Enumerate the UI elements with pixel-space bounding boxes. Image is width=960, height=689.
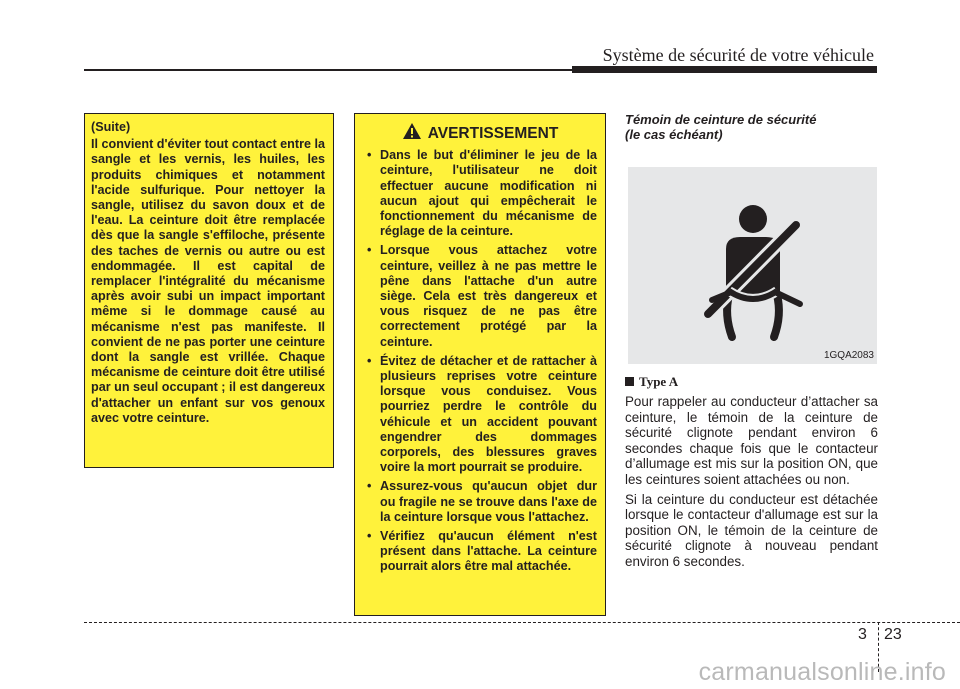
- subtitle-line-2: (le cas échéant): [625, 127, 723, 142]
- seatbelt-indicator-figure: [628, 167, 877, 364]
- warning-item: • Évitez de détacher et de rattacher à plusieurs reprises votre ceinture lorsque vous conduisez. Vous pourriez perdre le contrôle du véhicule et un accident pouvant engendrer des dommages corporels, des blessures graves voire la mort pourrait se produire.: [363, 354, 597, 476]
- warning-item: • Assurez-vous qu'aucun objet dur ou fragile ne se trouve dans l'axe de la ceinture lorsque vous l'attachez.: [363, 479, 597, 525]
- page-number: 23: [884, 626, 902, 643]
- watermark: carmanualsonline.info: [698, 658, 946, 686]
- chapter-number: 3: [858, 626, 867, 643]
- type-label-text: Type A: [639, 374, 679, 389]
- warning-item: • Dans le but d'éliminer le jeu de la ceinture, l'utilisateur ne doit effectuer aucune modification ni aucun ajout qui empêcherait le fonctionnement du mécanisme de réglage de la ceinture.: [363, 148, 597, 239]
- figure-code: 1GQA2083: [823, 350, 874, 361]
- warning-box: [354, 113, 606, 616]
- warning-triangle-icon: [402, 122, 428, 144]
- section-subtitle: [625, 112, 878, 142]
- type-label: [625, 374, 878, 390]
- warning-title: AVERTISSEMENT: [427, 124, 559, 142]
- page-header-title: Système de sécurité de votre véhicule: [602, 45, 874, 65]
- paragraph-2: Si la ceinture du conducteur est détachée lorsque le contacteur d'allumage est sur la position ON, le témoin de la ceinture de sécurité clignote à nouveau pendant environ 6 secondes.: [625, 491, 878, 569]
- header-rule-accent: [572, 66, 877, 73]
- warning-list: [363, 148, 597, 574]
- warning-item: • Lorsque vous attachez votre ceinture, veillez à ne pas mettre le pêne dans l'attache d'un autre siège. Cela est très dangereux et vous risquez de ne pas être correctement protégé par la ceinture.: [363, 243, 597, 349]
- seatbelt-indicator-section: [625, 112, 878, 570]
- warning-item: • Vérifiez qu'aucun élément n'est présent dans l'attache. La ceinture pourrait alors être mal attachée.: [363, 529, 597, 575]
- warning-header: [363, 122, 597, 144]
- suite-caution-box: [84, 113, 334, 468]
- suite-text: Il convient d'éviter tout contact entre la sangle et les vernis, les huiles, les produits chimiques et notamment l'acide sulfurique. Pour nettoyer la sangle, utilisez du savon doux et de l'eau. La ceinture doit être remplacée dès que la sangle s'effiloche, présente des taches de vernis ou autre ou est endommagée. Il est capital de remplacer l'intégralité du mécanisme après avoir subi un impact important même si le dommage causé au mécanisme n'est pas manifeste. Il convient de ne pas porter une ceinture dont la sangle est vrillée. Chaque mécanisme de ceinture doit être utilisé par un seul occupant ; il est dangereux d'attacher un enfant sur vos genoux avec votre ceinture.: [91, 137, 325, 425]
- paragraph-1: Pour rappeler au conducteur d’attacher sa ceinture, le témoin de la ceinture de sécurité clignote pendant environ 6 secondes chaque fois que le contacteur d’allumage est mis sur la position ON, que les ceintures soient attachées ou non.: [625, 394, 878, 487]
- subtitle-line-1: Témoin de ceinture de sécurité: [625, 112, 817, 127]
- footer-rule: [84, 622, 960, 623]
- seatbelt-warning-icon: [628, 167, 877, 364]
- suite-heading: (Suite): [91, 120, 131, 134]
- square-bullet-icon: [625, 377, 634, 386]
